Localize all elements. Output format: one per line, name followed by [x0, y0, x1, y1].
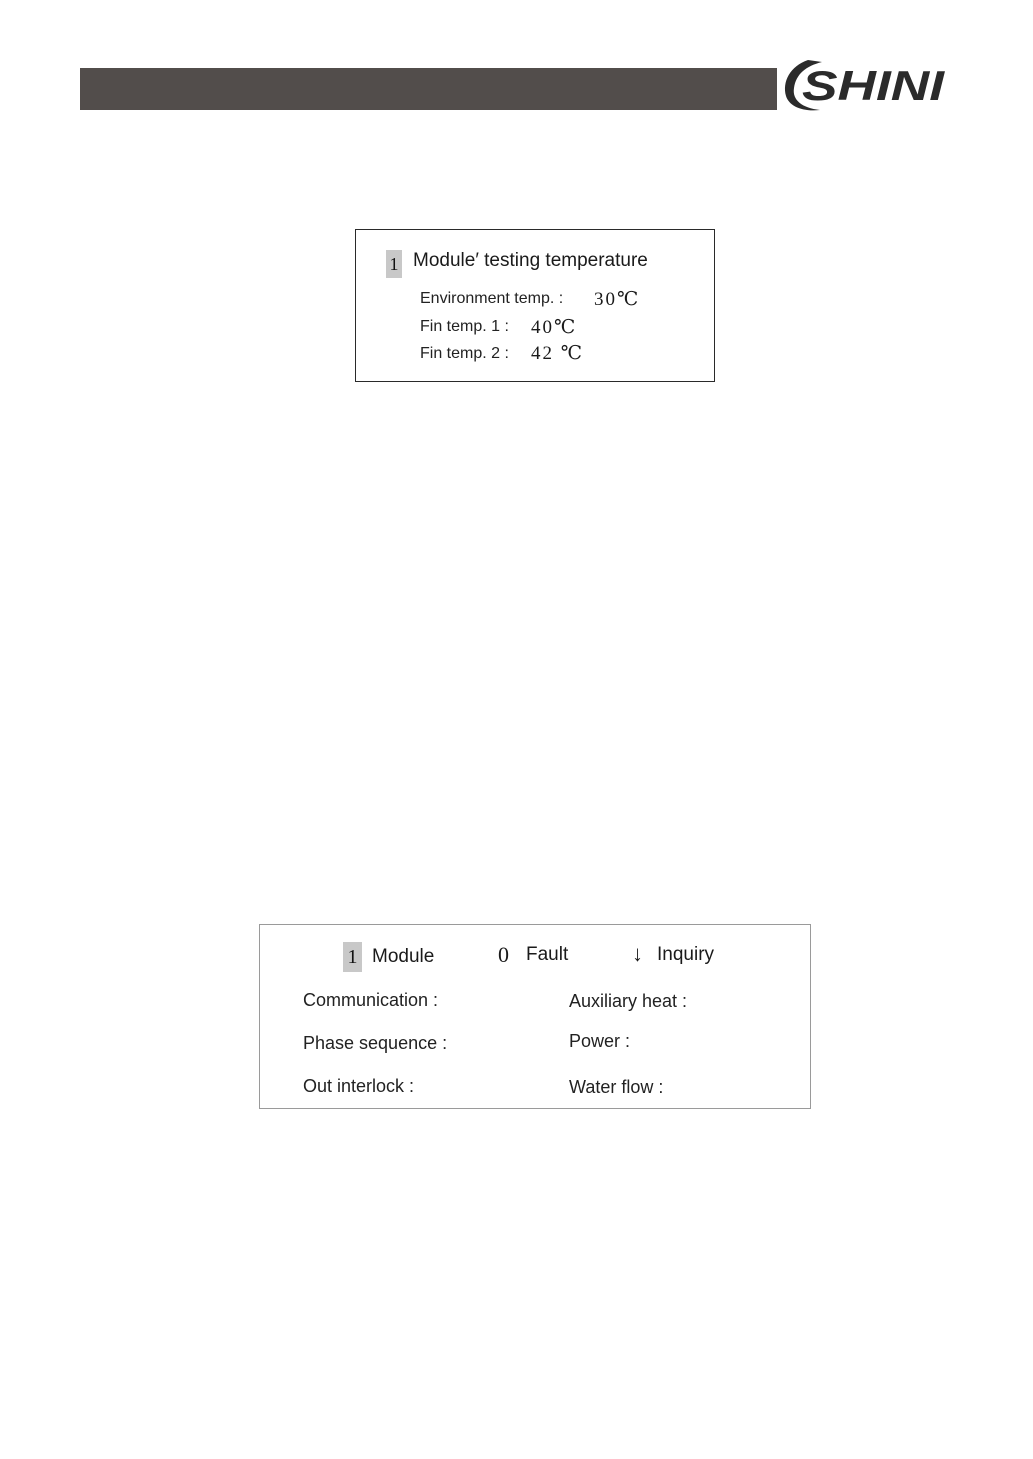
module-temperature-panel — [355, 229, 715, 382]
module-fault-panel — [259, 924, 811, 1109]
water-flow-label: Water flow : — [569, 1077, 664, 1097]
module-number-badge: 1 — [343, 942, 362, 972]
fault-number: 0 — [498, 942, 509, 967]
communication-label: Communication : — [303, 990, 439, 1010]
fault-label: Fault — [526, 944, 569, 965]
auxiliary-heat-label: Auxiliary heat : — [569, 991, 688, 1011]
fin-temp-2-value: 42 ℃ — [531, 343, 585, 364]
shini-logo-icon — [780, 52, 950, 118]
fin-temp-1-label: Fin temp. 1 : — [420, 318, 509, 335]
power-label: Power : — [569, 1031, 631, 1051]
module-number-badge: 1 — [386, 250, 402, 278]
fin-temp-2-label: Fin temp. 2 : — [420, 345, 509, 362]
module-label: Module — [372, 946, 435, 967]
environment-temp-label: Environment temp. : — [420, 290, 564, 307]
header-bar — [80, 68, 777, 110]
panel-title: Module′ testing temperature — [413, 250, 648, 271]
brand-logo — [780, 52, 950, 118]
down-arrow-icon: ↓ — [632, 941, 643, 966]
inquiry-label: Inquiry — [657, 944, 715, 965]
fin-temp-1-value: 40℃ — [531, 317, 578, 338]
phase-sequence-label: Phase sequence : — [303, 1033, 448, 1053]
out-interlock-label: Out interlock : — [303, 1076, 415, 1096]
environment-temp-value: 30℃ — [594, 289, 641, 310]
brand-wordmark: SHINI — [802, 62, 946, 109]
